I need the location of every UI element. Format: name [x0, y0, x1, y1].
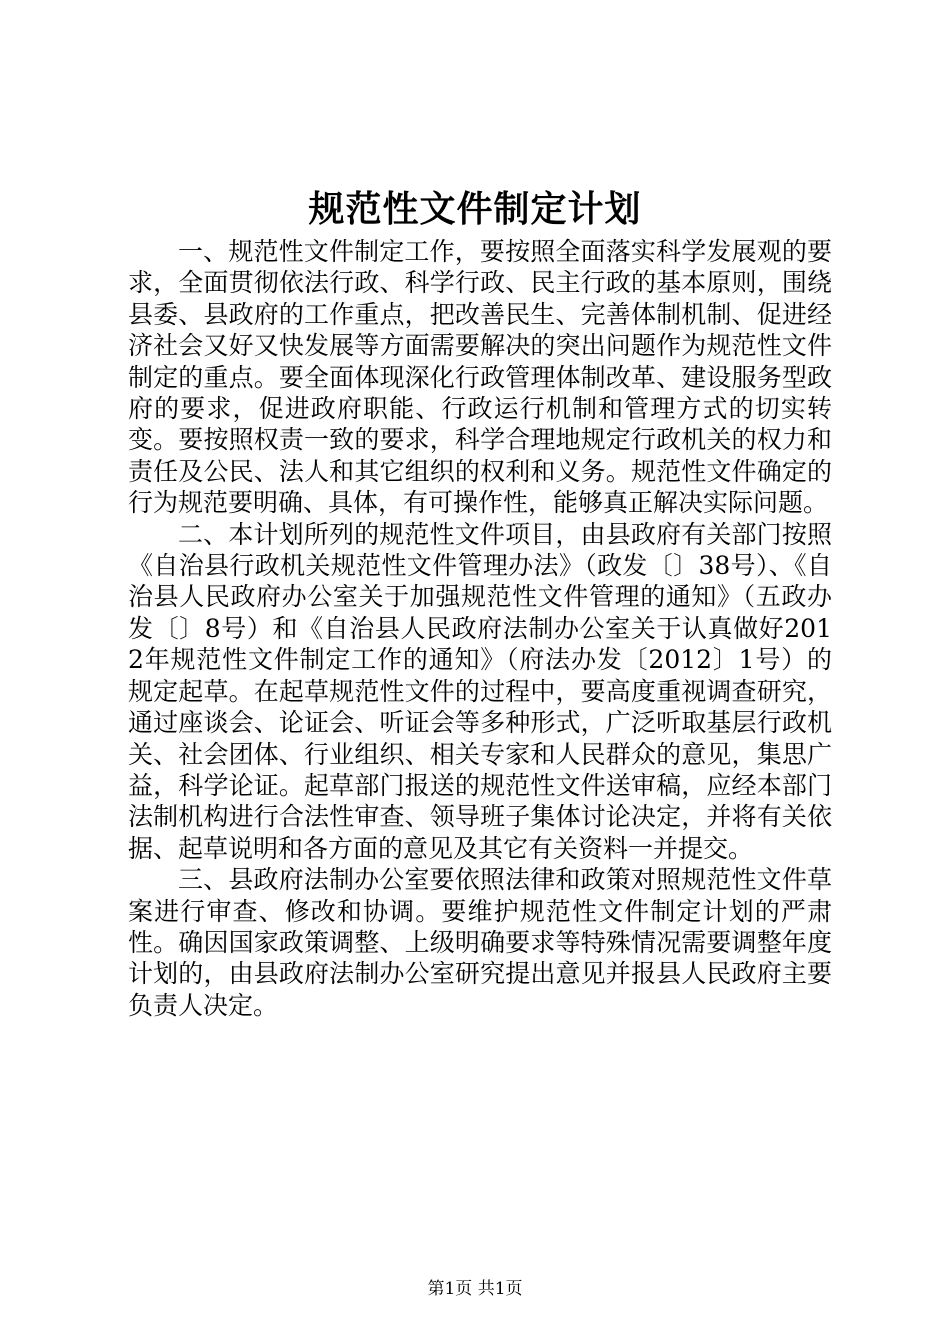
paragraph-3: 三、县政府法制办公室要依照法律和政策对照规范性文件草案进行审查、修改和协调。要维护规范性文件制定计划的严肃性。确因国家政策调整、上级明确要求等特殊情况需要调整年度计划的，由县政府法制办公室研究提出意见并报县人民政府主要负责人决定。 — [128, 865, 832, 1020]
page-number-footer: 第1页 共1页 — [427, 1279, 523, 1299]
document-title: 规范性文件制定计划 — [308, 188, 642, 230]
paragraph-1: 一、规范性文件制定工作，要按照全面落实科学发展观的要求，全面贯彻依法行政、科学行政、民主行政的基本原则，围绕县委、县政府的工作重点，把改善民生、完善体制机制、促进经济社会又好又快发展等方面需要解决的突出问题作为规范性文件制定的重点。要全面体现深化行政管理体制改革、建设服务型政府的要求，促进政府职能、行政运行机制和管理方式的切实转变。要按照权责一致的要求，科学合理地规定行政机关的权力和责任及公民、法人和其它组织的权利和义务。规范性文件确定的行为规范要明确、具体，有可操作性，能够真正解决实际问题。 — [128, 237, 832, 518]
paragraph-2: 二、本计划所列的规范性文件项目，由县政府有关部门按照《自治县行政机关规范性文件管理办法》（政发〔〕38号）、《自治县人民政府办公室关于加强规范性文件管理的通知》（五政办发〔〕8号）和《自治县人民政府法制办公室关于认真做好2012年规范性文件制定工作的通知》（府法办发〔2012〕1号）的规定起草。在起草规范性文件的过程中，要高度重视调查研究，通过座谈会、论证会、听证会等多种形式，广泛听取基层行政机关、社会团体、行业组织、相关专家和人民群众的意见，集思广益，科学论证。起草部门报送的规范性文件送审稿，应经本部门法制机构进行合法性审查、领导班子集体讨论决定，并将有关依据、起草说明和各方面的意见及其它有关资料一并提交。 — [128, 519, 832, 863]
document-body — [128, 236, 832, 1021]
